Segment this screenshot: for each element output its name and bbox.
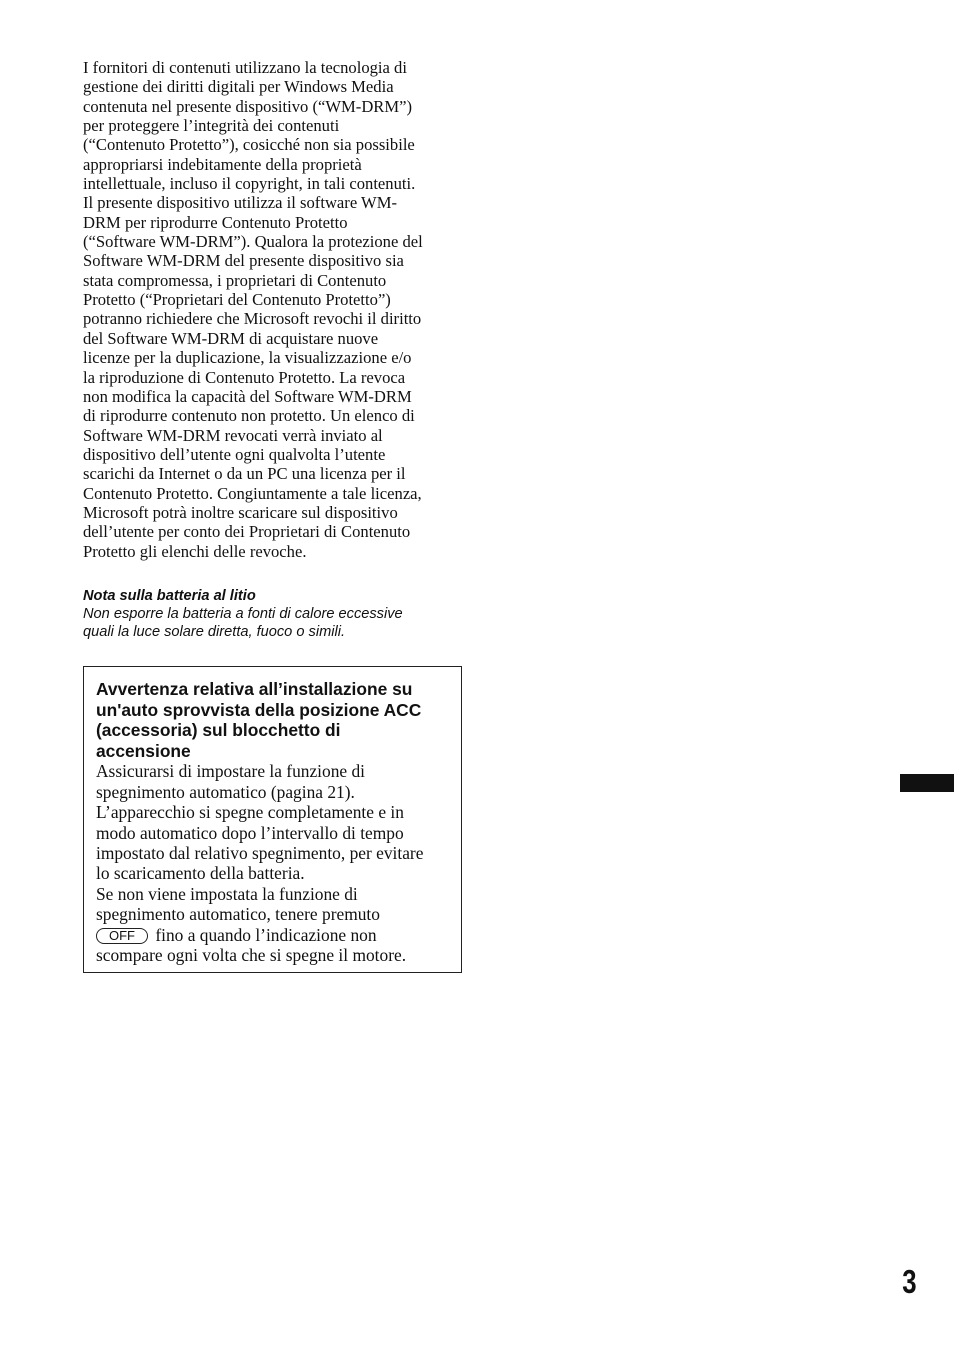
text-line: Protetto (“Proprietari del Contenuto Protetto”) xyxy=(83,290,391,310)
warning-body-line: Assicurarsi di impostare la funzione di xyxy=(96,761,366,782)
text-line: del Software WM-DRM di acquistare nuove xyxy=(83,328,379,348)
text-line: per proteggere l’integrità dei contenuti xyxy=(83,116,340,136)
text-line: I fornitori di contenuti utilizzano la tecnologia di xyxy=(83,58,407,77)
text-line: contenuta nel presente dispositivo (“WM-DRM”) xyxy=(83,96,413,116)
warning-after-key-text: fino a quando l’indicazione non xyxy=(155,924,377,945)
text-line: (“Software WM-DRM”). Qualora la protezione del xyxy=(83,232,423,252)
warning-body-line: spegnimento automatico, tenere premuto xyxy=(96,904,380,925)
text-line: DRM per riprodurre Contenuto Protetto xyxy=(83,212,348,232)
installation-warning-box xyxy=(83,666,462,973)
battery-note-line: quali la luce solare diretta, fuoco o simili. xyxy=(83,624,346,640)
text-line: (“Contenuto Protetto”), cosicché non sia possibile xyxy=(83,135,415,155)
text-line: di riprodurre contenuto non protetto. Un elenco di xyxy=(83,406,415,426)
warning-body-line: Se non viene impostata la funzione di xyxy=(96,883,358,904)
off-key-icon: OFF xyxy=(96,928,148,944)
text-line: gestione dei diritti digitali per Windows Media xyxy=(83,77,394,97)
warning-title-line: Avvertenza relativa all’installazione su xyxy=(96,679,413,699)
warning-body-line: lo scaricamento della batteria. xyxy=(96,863,305,884)
warning-body-line: scompare ogni volta che si spegne il motore. xyxy=(96,945,407,966)
warning-body xyxy=(96,761,455,965)
text-line: Microsoft potrà inoltre scaricare sul dispositivo xyxy=(83,502,398,522)
text-line: dispositivo dell’utente ogni qualvolta l’utente xyxy=(83,444,386,464)
text-line: dell’utente per conto dei Proprietari di Contenuto xyxy=(83,522,411,542)
warning-title-line: accensione xyxy=(96,740,191,761)
warning-body-line: L’apparecchio si spegne completamente e in xyxy=(96,802,404,823)
warning-body-line-with-key xyxy=(96,925,455,945)
text-line: Software WM-DRM del presente dispositivo sia xyxy=(83,251,404,271)
warning-body-line: impostato dal relativo spegnimento, per evitare xyxy=(96,843,424,863)
text-line: Software WM-DRM revocati verrà inviato al xyxy=(83,425,383,445)
page-number: 3 xyxy=(902,1263,917,1300)
battery-note-title: Nota sulla batteria al litio xyxy=(83,588,256,604)
warning-title xyxy=(96,679,455,761)
text-line: intellettuale, incluso il copyright, in tali contenuti. xyxy=(83,174,416,194)
text-line: potranno richiedere che Microsoft revochi il diritto xyxy=(83,309,422,329)
text-line: Protetto gli elenchi delle revoche. xyxy=(83,541,307,561)
text-line: Il presente dispositivo utilizza il software WM- xyxy=(83,193,397,213)
text-line: appropriarsi indebitamente della proprietà xyxy=(83,154,362,174)
warning-title-line: (accessoria) sul blocchetto di xyxy=(96,720,341,741)
warning-body-line: modo automatico dopo l’intervallo di tempo xyxy=(96,822,404,843)
battery-note xyxy=(83,587,461,641)
text-line: licenze per la duplicazione, la visualizzazione e/o xyxy=(83,348,412,368)
battery-note-line: Non esporre la batteria a fonti di calore eccessive xyxy=(83,606,403,622)
text-line: Contenuto Protetto. Congiuntamente a tale licenza, xyxy=(83,483,422,503)
text-line: scarichi da Internet o da un PC una licenza per il xyxy=(83,464,406,484)
text-line: la riproduzione di Contenuto Protetto. La revoca xyxy=(83,367,406,387)
text-line: non modifica la capacità del Software WM-DRM xyxy=(83,386,412,406)
warning-body-line: spegnimento automatico (pagina 21). xyxy=(96,781,355,802)
text-line: stata compromessa, i proprietari di Contenuto xyxy=(83,270,387,290)
section-tab-marker xyxy=(900,774,954,792)
warning-title-line: un'auto sprovvista della posizione ACC xyxy=(96,699,422,720)
main-paragraph xyxy=(83,58,461,561)
